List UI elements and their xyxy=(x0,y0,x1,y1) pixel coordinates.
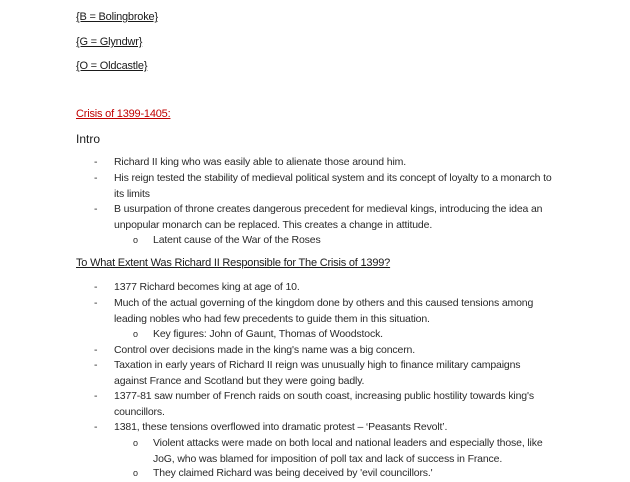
list-sub-bullet: o xyxy=(133,438,139,448)
question-item: Control over decisions made in the king's name was a big concern. xyxy=(114,344,416,356)
list-sub-bullet: o xyxy=(133,329,139,339)
list-dash: - xyxy=(94,421,98,433)
list-dash: - xyxy=(94,172,98,184)
list-dash: - xyxy=(94,203,98,215)
intro-subitem: Latent cause of the War of the Roses xyxy=(153,234,321,246)
question-subitem: They claimed Richard was being deceived by 'evil councillors.' xyxy=(153,467,433,479)
question-subitem: Key figures: John of Gaunt, Thomas of Woodstock. xyxy=(153,328,383,340)
intro-heading: Intro xyxy=(76,132,101,146)
legend-bolingbroke: {B = Bolingbroke} xyxy=(76,11,158,23)
list-dash: - xyxy=(94,359,98,371)
list-sub-bullet: o xyxy=(133,468,139,478)
crisis-heading: Crisis of 1399-1405: xyxy=(76,108,171,120)
list-sub-bullet: o xyxy=(133,235,139,245)
intro-item: Richard II king who was easily able to alienate those around him. xyxy=(114,156,407,168)
question-item: 1377 Richard becomes king at age of 10. xyxy=(114,281,300,293)
question-item: 1377-81 saw number of French raids on south coast, increasing public hostility towards king's councillors. xyxy=(114,390,534,418)
question-subitem: Violent attacks were made on both local and national leaders and especially those, like JoG, who was blamed for imposition of poll tax and lack of success in France. xyxy=(153,437,543,465)
list-dash: - xyxy=(94,344,98,356)
question-item: 1381, these tensions overflowed into dramatic protest – ‘Peasants Revolt’. xyxy=(114,421,448,433)
intro-item: His reign tested the stability of medieval political system and its concept of loyalty to a monarch to its limits xyxy=(114,172,552,200)
list-dash: - xyxy=(94,390,98,402)
list-dash: - xyxy=(94,156,98,168)
list-dash: - xyxy=(94,281,98,293)
legend-glyndwr: {G = Glyndwr} xyxy=(76,36,143,48)
question-heading: To What Extent Was Richard II Responsible for The Crisis of 1399? xyxy=(76,257,391,269)
question-item: Much of the actual governing of the kingdom done by others and this caused tensions among leading nobles who had few precedents to guide them in this situation. xyxy=(114,297,534,325)
list-dash: - xyxy=(94,297,98,309)
intro-item: B usurpation of throne creates dangerous precedent for medieval kings, introducing the idea an unpopular monarch can be replaced. This creates a change in attitude. xyxy=(114,203,543,231)
question-item: Taxation in early years of Richard II reign was unusually high to finance military campaigns against France and Scotland but they were going badly. xyxy=(114,359,521,387)
legend-oldcastle: {O = Oldcastle} xyxy=(76,60,148,72)
